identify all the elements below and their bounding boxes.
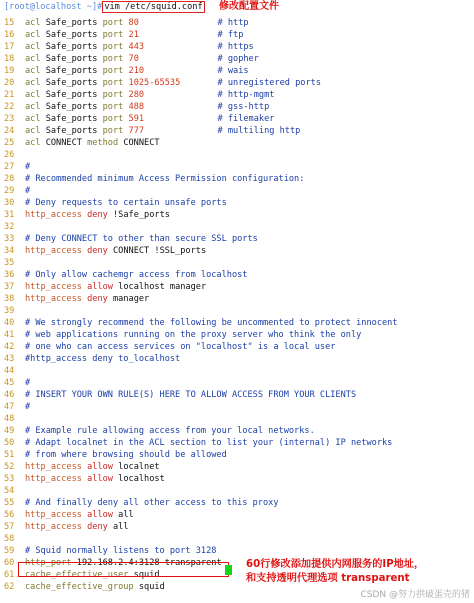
keyword-port: port <box>102 78 124 88</box>
config-line[interactable] <box>4 197 474 209</box>
config-line[interactable] <box>4 485 474 497</box>
line-number: 60 <box>4 558 15 568</box>
keyword-http-access: http_access <box>25 462 82 472</box>
access-action: allow <box>87 282 113 292</box>
line-number: 41 <box>4 330 15 340</box>
config-line[interactable] <box>4 449 474 461</box>
access-target: localhost <box>118 474 165 484</box>
config-line[interactable] <box>4 293 474 305</box>
terminal-command-line <box>4 1 205 13</box>
line-number: 25 <box>4 138 15 148</box>
line-comment: # INSERT YOUR OWN RULE(S) HERE TO ALLOW ACCESS FROM YOUR CLIENTS <box>25 390 357 400</box>
line-number: 29 <box>4 186 15 196</box>
keyword-acl: acl <box>25 18 41 28</box>
port-number: 1025-65535 <box>128 78 181 88</box>
highlight-box-line-60 <box>18 562 229 577</box>
config-line[interactable] <box>4 497 474 509</box>
annotation-edit-config: 修改配置文件 <box>219 1 279 12</box>
line-number: 24 <box>4 126 15 136</box>
keyword-port: port <box>102 18 124 28</box>
directive-key: cache_effective_user <box>25 570 129 580</box>
keyword-http-access: http_access <box>25 522 82 532</box>
config-line[interactable] <box>4 533 474 545</box>
access-target: CONNECT !SSL_ports <box>113 246 207 256</box>
line-comment: # Deny requests to certain unsafe ports <box>25 198 227 208</box>
config-line[interactable] <box>4 473 474 485</box>
directive-key: http_port <box>25 558 72 568</box>
config-line[interactable] <box>4 365 474 377</box>
directive-key: cache_effective_group <box>25 582 134 592</box>
acl-name: Safe_ports <box>40 90 103 100</box>
line-comment: # <box>25 162 31 172</box>
keyword-acl: acl <box>25 102 41 112</box>
line-number: 33 <box>4 234 15 244</box>
line-number: 35 <box>4 258 15 268</box>
keyword-port: port <box>102 30 124 40</box>
line-number: 32 <box>4 222 15 232</box>
line-number: 48 <box>4 414 15 424</box>
directive-value: squid <box>133 570 160 580</box>
access-action: deny <box>87 210 108 220</box>
line-number: 47 <box>4 402 15 412</box>
config-line[interactable] <box>4 545 474 557</box>
access-target: !Safe_ports <box>113 210 170 220</box>
acl-name: Safe_ports <box>40 30 103 40</box>
line-number: 22 <box>4 102 15 112</box>
config-line[interactable] <box>4 437 474 449</box>
config-line[interactable] <box>4 161 474 173</box>
line-number: 18 <box>4 54 15 64</box>
keyword-http-access: http_access <box>25 474 82 484</box>
keyword-http-access: http_access <box>25 294 82 304</box>
config-line[interactable] <box>4 113 474 125</box>
config-line[interactable] <box>4 233 474 245</box>
line-number: 23 <box>4 114 15 124</box>
config-line[interactable] <box>4 257 474 269</box>
access-action: allow <box>87 462 113 472</box>
acl-name: Safe_ports <box>40 126 103 136</box>
config-line[interactable] <box>4 389 474 401</box>
keyword-http-access: http_access <box>25 246 82 256</box>
config-line[interactable] <box>4 125 474 137</box>
keyword-acl: acl <box>25 30 41 40</box>
line-number: 39 <box>4 306 15 316</box>
line-number: 26 <box>4 150 15 160</box>
shell-prompt: [root@localhost ~]# <box>4 2 103 12</box>
line-number: 15 <box>4 18 15 28</box>
config-line[interactable] <box>4 461 474 473</box>
port-number: 443 <box>128 42 145 52</box>
port-number: 70 <box>128 54 139 64</box>
line-comment: # <box>25 186 31 196</box>
port-number: 21 <box>128 30 139 40</box>
line-number: 38 <box>4 294 15 304</box>
line-comment: # https <box>217 42 254 52</box>
line-number: 50 <box>4 438 15 448</box>
acl-name: Safe_ports <box>40 54 103 64</box>
line-comment: # ftp <box>217 30 244 40</box>
access-action: allow <box>87 474 113 484</box>
line-comment: # Only allow cachemgr access from localhost <box>25 270 248 280</box>
keyword-port: port <box>102 54 124 64</box>
port-number: 488 <box>128 102 145 112</box>
line-comment: # filemaker <box>217 114 275 124</box>
line-number: 21 <box>4 90 15 100</box>
line-number: 51 <box>4 450 15 460</box>
vim-cursor <box>225 565 232 575</box>
acl-name: Safe_ports <box>40 102 103 112</box>
line-number: 31 <box>4 210 15 220</box>
keyword-http-access: http_access <box>25 282 82 292</box>
line-number: 36 <box>4 270 15 280</box>
config-line[interactable] <box>4 41 474 53</box>
port-number: 591 <box>128 114 145 124</box>
line-comment: # wais <box>217 66 249 76</box>
line-comment: # We strongly recommend the following be uncommented to protect innocent <box>25 318 398 328</box>
keyword-acl: acl <box>25 90 41 100</box>
config-line[interactable] <box>4 269 474 281</box>
keyword-acl: acl <box>25 42 41 52</box>
acl-name: CONNECT <box>40 138 88 148</box>
keyword-port: port <box>102 126 124 136</box>
config-line[interactable] <box>4 305 474 317</box>
config-line[interactable] <box>4 221 474 233</box>
line-number: 40 <box>4 318 15 328</box>
keyword-port: port <box>102 102 124 112</box>
keyword-acl: acl <box>25 54 41 64</box>
config-line[interactable] <box>4 521 474 533</box>
keyword-acl: acl <box>25 126 41 136</box>
access-action: deny <box>87 294 108 304</box>
acl-name: Safe_ports <box>40 42 103 52</box>
config-line[interactable] <box>4 173 474 185</box>
line-number: 43 <box>4 354 15 364</box>
line-number: 52 <box>4 462 15 472</box>
config-line[interactable] <box>4 17 474 29</box>
line-comment: # multiling http <box>217 126 301 136</box>
port-number: 777 <box>128 126 145 136</box>
acl-name: Safe_ports <box>40 66 103 76</box>
line-number: 17 <box>4 42 15 52</box>
line-number: 54 <box>4 486 15 496</box>
line-comment: # Squid normally listens to port 3128 <box>25 546 217 556</box>
line-comment: # http <box>217 18 249 28</box>
keyword-http-access: http_access <box>25 210 82 220</box>
line-number: 44 <box>4 366 15 376</box>
line-comment: # web applications running on the proxy server who think the only <box>25 330 362 340</box>
line-number: 30 <box>4 198 15 208</box>
keyword-port: port <box>102 66 124 76</box>
keyword-acl: acl <box>25 138 41 148</box>
access-target: manager <box>113 294 150 304</box>
config-line[interactable] <box>4 413 474 425</box>
config-line[interactable] <box>4 53 474 65</box>
keyword-acl: acl <box>25 78 41 88</box>
config-line[interactable] <box>4 137 474 149</box>
line-number: 28 <box>4 174 15 184</box>
annotation-transparent-proxy: 60行修改添加提供内网服务的IP地址， 和支持透明代理选项 transparent <box>246 559 425 584</box>
directive-value: squid <box>138 582 165 592</box>
line-number: 42 <box>4 342 15 352</box>
config-line[interactable] <box>4 329 474 341</box>
access-action: allow <box>87 510 113 520</box>
port-number: 280 <box>128 90 145 100</box>
line-number: 55 <box>4 498 15 508</box>
keyword-acl: acl <box>25 66 41 76</box>
line-number: 57 <box>4 522 15 532</box>
config-line[interactable] <box>4 29 474 41</box>
line-comment: # http-mgmt <box>217 90 275 100</box>
access-target: localhost manager <box>118 282 207 292</box>
line-comment: # Deny CONNECT to other than secure SSL ports <box>25 234 258 244</box>
line-number: 16 <box>4 30 15 40</box>
port-number: 80 <box>128 18 139 28</box>
line-number: 19 <box>4 66 15 76</box>
config-line[interactable] <box>4 185 474 197</box>
line-comment: # one who can access services on "localhost" is a local user <box>25 342 336 352</box>
acl-name: Safe_ports <box>40 114 103 124</box>
access-target: all <box>113 522 129 532</box>
line-number: 56 <box>4 510 15 520</box>
line-number: 20 <box>4 78 15 88</box>
csdn-watermark: CSDN @努力拱破蛋壳的猪 <box>360 590 470 600</box>
line-comment: # And finally deny all other access to this proxy <box>25 498 279 508</box>
keyword-port: port <box>102 42 124 52</box>
config-line[interactable] <box>4 89 474 101</box>
keyword-port: port <box>102 90 124 100</box>
line-comment: # from where browsing should be allowed <box>25 450 227 460</box>
line-number: 58 <box>4 534 15 544</box>
line-number: 27 <box>4 162 15 172</box>
config-line[interactable] <box>4 509 474 521</box>
line-number: 46 <box>4 390 15 400</box>
line-comment: # <box>25 402 31 412</box>
config-line[interactable] <box>4 425 474 437</box>
line-comment: # gss-http <box>217 102 270 112</box>
config-line[interactable] <box>4 317 474 329</box>
config-line[interactable] <box>4 77 474 89</box>
line-comment: # gopher <box>217 54 259 64</box>
line-comment: # Example rule allowing access from your local networks. <box>25 426 315 436</box>
config-line[interactable] <box>4 377 474 389</box>
config-line[interactable] <box>4 101 474 113</box>
access-target: all <box>118 510 134 520</box>
keyword-http-access: http_access <box>25 510 82 520</box>
line-number: 61 <box>4 570 15 580</box>
acl-name: Safe_ports <box>40 78 103 88</box>
method-value: CONNECT <box>118 138 160 148</box>
line-comment: # <box>25 378 31 388</box>
keyword-method: method <box>87 138 119 148</box>
access-action: deny <box>87 246 108 256</box>
line-comment: # Adapt localnet in the ACL section to list your (internal) IP networks <box>25 438 393 448</box>
vim-editor[interactable] <box>4 17 474 593</box>
line-number: 34 <box>4 246 15 256</box>
line-number: 37 <box>4 282 15 292</box>
directive-value: 192.168.2.4:3128 transparent <box>76 558 222 568</box>
config-line[interactable] <box>4 401 474 413</box>
acl-name: Safe_ports <box>40 18 103 28</box>
keyword-port: port <box>102 114 124 124</box>
config-line[interactable] <box>4 353 474 365</box>
line-number: 53 <box>4 474 15 484</box>
config-line[interactable] <box>4 209 474 221</box>
access-action: deny <box>87 522 108 532</box>
line-comment: #http_access deny to_localhost <box>25 354 181 364</box>
config-line[interactable] <box>4 245 474 257</box>
access-target: localnet <box>118 462 160 472</box>
line-number: 62 <box>4 582 15 592</box>
config-line[interactable] <box>4 149 474 161</box>
config-line[interactable] <box>4 281 474 293</box>
line-comment: # Recommended minimum Access Permission configuration: <box>25 174 305 184</box>
line-comment: # unregistered ports <box>217 78 321 88</box>
line-number: 45 <box>4 378 15 388</box>
keyword-acl: acl <box>25 114 41 124</box>
vim-command[interactable]: vim /etc/squid.conf <box>104 2 203 12</box>
line-number: 49 <box>4 426 15 436</box>
config-line[interactable] <box>4 341 474 353</box>
line-number: 59 <box>4 546 15 556</box>
config-line[interactable] <box>4 65 474 77</box>
port-number: 210 <box>128 66 145 76</box>
